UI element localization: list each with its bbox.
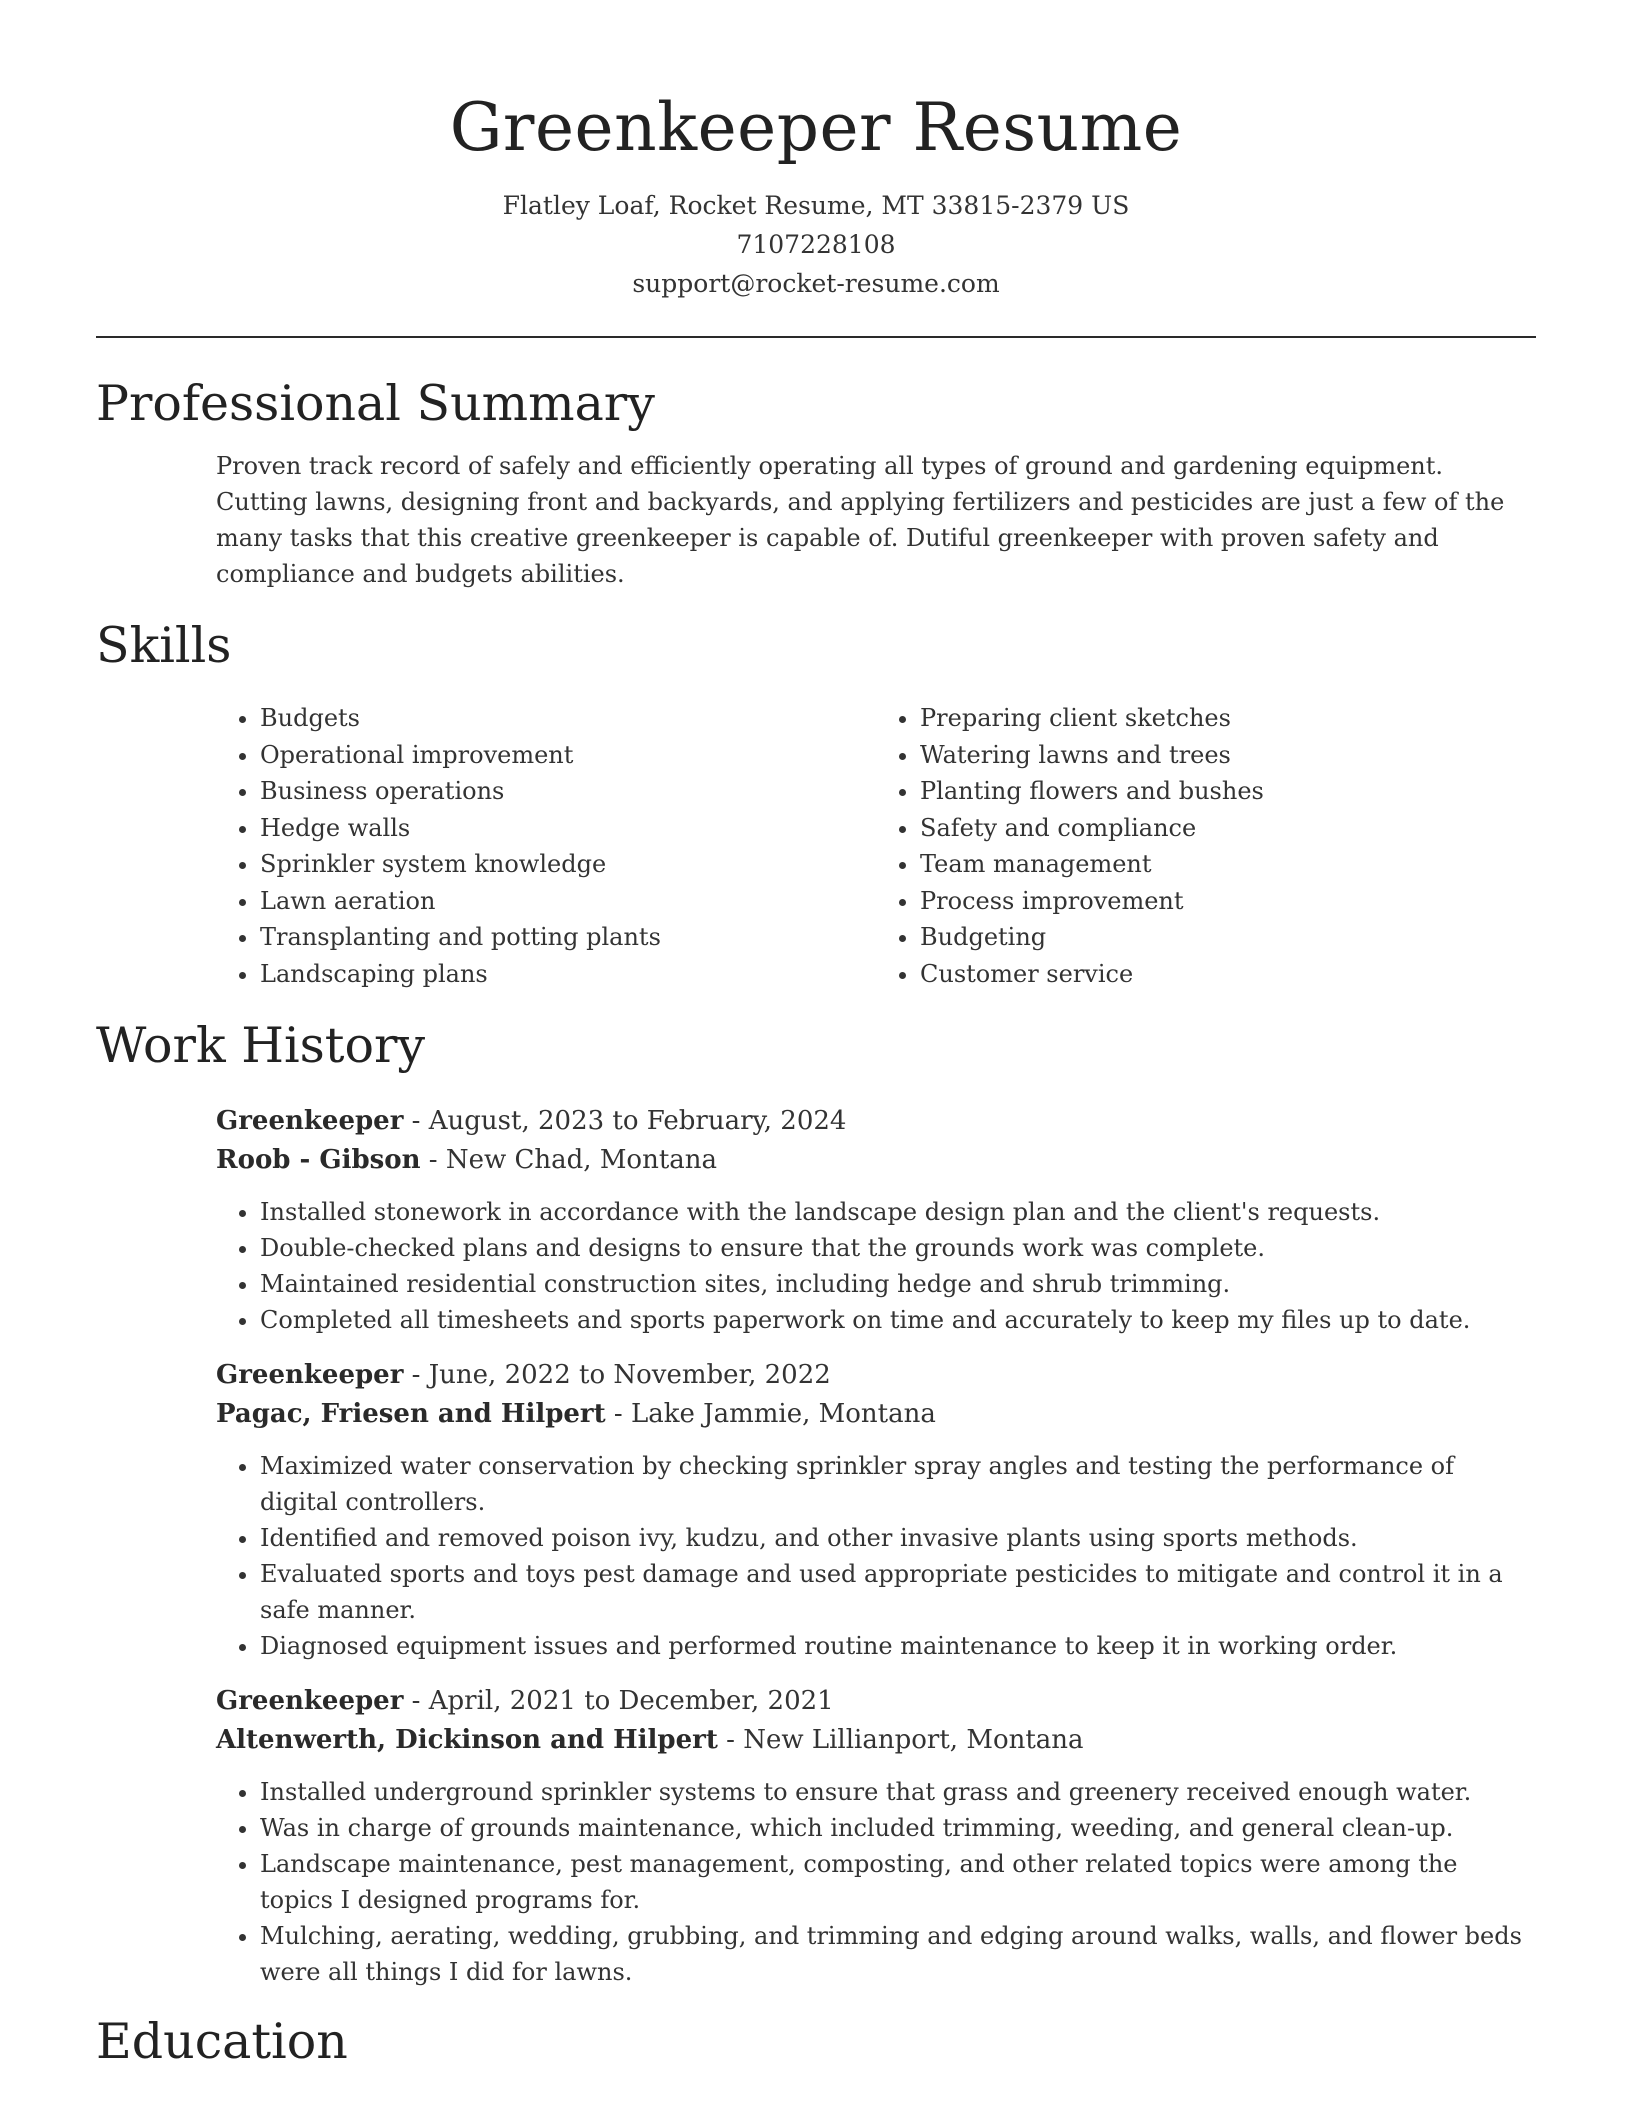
job-bullet: • Mulching, aerating, wedding, grubbing, and trimming and edging around walks, walls, and flower beds were all things I did for lawns. bbox=[260, 1918, 1536, 1990]
job-bullets bbox=[216, 1448, 1536, 1664]
skill-item: • Hedge walls bbox=[260, 810, 876, 847]
skill-item: • Budgets bbox=[260, 700, 876, 737]
job-bullet: • Installed stonework in accordance with the landscape design plan and the client's requests. bbox=[260, 1194, 1536, 1230]
job-bullets bbox=[216, 1194, 1536, 1338]
job-dates: April, 2021 to December, 2021 bbox=[428, 1686, 834, 1716]
skills-left-column bbox=[216, 700, 876, 992]
work-history-heading: Work History bbox=[96, 1017, 426, 1074]
skills-heading: Skills bbox=[96, 617, 232, 674]
skill-item: • Customer service bbox=[920, 956, 1536, 993]
skill-item: • Sprinkler system knowledge bbox=[260, 846, 876, 883]
skill-item: • Process improvement bbox=[920, 883, 1536, 920]
separator: - bbox=[403, 1106, 429, 1136]
resume-title: Greenkeeper Resume bbox=[449, 89, 1183, 166]
separator: - bbox=[403, 1360, 429, 1390]
skill-item: • Lawn aeration bbox=[260, 883, 876, 920]
job-title-line bbox=[216, 1682, 1536, 1721]
job-bullet: • Completed all timesheets and sports paperwork on time and accurately to keep my files up to date. bbox=[260, 1302, 1536, 1338]
job-entry bbox=[216, 1102, 1536, 1338]
job-bullet: • Evaluated sports and toys pest damage and used appropriate pesticides to mitigate and control it in a safe manner. bbox=[260, 1556, 1536, 1628]
job-bullets bbox=[216, 1774, 1536, 1990]
skill-item: • Transplanting and potting plants bbox=[260, 919, 876, 956]
job-bullet: • Maintained residential construction sites, including hedge and shrub trimming. bbox=[260, 1266, 1536, 1302]
skill-item: • Watering lawns and trees bbox=[920, 737, 1536, 774]
job-bullet: • Was in charge of grounds maintenance, which included trimming, weeding, and general clean-up. bbox=[260, 1810, 1536, 1846]
work-history-list bbox=[96, 1102, 1536, 1990]
job-location: New Lillianport, Montana bbox=[743, 1725, 1084, 1755]
job-bullet: • Double-checked plans and designs to ensure that the grounds work was complete. bbox=[260, 1230, 1536, 1266]
job-dates: August, 2023 to February, 2024 bbox=[428, 1106, 847, 1136]
job-location: New Chad, Montana bbox=[445, 1145, 718, 1175]
separator: - bbox=[420, 1145, 446, 1175]
job-dates: June, 2022 to November, 2022 bbox=[428, 1360, 831, 1390]
job-title-line bbox=[216, 1102, 1536, 1141]
header-divider bbox=[96, 336, 1536, 338]
skill-item: • Team management bbox=[920, 846, 1536, 883]
skills-grid bbox=[216, 700, 1536, 992]
contact-phone: 7107228108 bbox=[736, 230, 896, 259]
skill-item: • Budgeting bbox=[920, 919, 1536, 956]
job-bullet: • Installed underground sprinkler systems to ensure that grass and greenery received enough water. bbox=[260, 1774, 1536, 1810]
job-company: Pagac, Friesen and Hilpert bbox=[216, 1399, 606, 1429]
separator: - bbox=[605, 1399, 631, 1429]
job-company: Roob - Gibson bbox=[216, 1145, 421, 1175]
skill-item: • Preparing client sketches bbox=[920, 700, 1536, 737]
job-title: Greenkeeper bbox=[216, 1360, 404, 1390]
skills-right-column bbox=[876, 700, 1536, 992]
skill-item: • Planting flowers and bushes bbox=[920, 773, 1536, 810]
separator: - bbox=[717, 1725, 744, 1755]
job-company-line bbox=[216, 1721, 1536, 1760]
summary-heading: Professional Summary bbox=[96, 375, 655, 432]
job-company: Altenwerth, Dickinson and Hilpert bbox=[216, 1725, 718, 1755]
contact-email: support@rocket-resume.com bbox=[632, 269, 1000, 298]
job-location: Lake Jammie, Montana bbox=[630, 1399, 936, 1429]
job-company-line bbox=[216, 1395, 1536, 1434]
job-title: Greenkeeper bbox=[216, 1106, 404, 1136]
job-bullet: • Identified and removed poison ivy, kudzu, and other invasive plants using sports methods. bbox=[260, 1520, 1536, 1556]
job-title-line bbox=[216, 1356, 1536, 1395]
separator: - bbox=[403, 1686, 429, 1716]
job-bullet: • Maximized water conservation by checking sprinkler spray angles and testing the performance of digital controllers. bbox=[260, 1448, 1536, 1520]
job-entry bbox=[216, 1356, 1536, 1664]
job-title: Greenkeeper bbox=[216, 1686, 404, 1716]
job-bullet: • Landscape maintenance, pest management, composting, and other related topics were among the topics I designed programs for. bbox=[260, 1846, 1536, 1918]
contact-block bbox=[96, 186, 1536, 303]
skill-item: • Landscaping plans bbox=[260, 956, 876, 993]
job-company-line bbox=[216, 1141, 1536, 1180]
job-entry bbox=[216, 1682, 1536, 1990]
summary-text: Proven track record of safely and efficiently operating all types of ground and gardening equipment. Cutting lawns, designing front and backyards, and applying fertilizers and pesticides are just a few of the many tasks that this creative greenkeeper is capable of. Dutiful greenkeeper with proven safety and compliance and budgets abilities. bbox=[216, 452, 1505, 588]
skill-item: • Operational improvement bbox=[260, 737, 876, 774]
contact-address: Flatley Loaf, Rocket Resume, MT 33815-2379 US bbox=[502, 191, 1130, 220]
skill-item: • Business operations bbox=[260, 773, 876, 810]
education-heading: Education bbox=[96, 2013, 348, 2070]
skill-item: • Safety and compliance bbox=[920, 810, 1536, 847]
job-bullet: • Diagnosed equipment issues and performed routine maintenance to keep it in working order. bbox=[260, 1628, 1536, 1664]
